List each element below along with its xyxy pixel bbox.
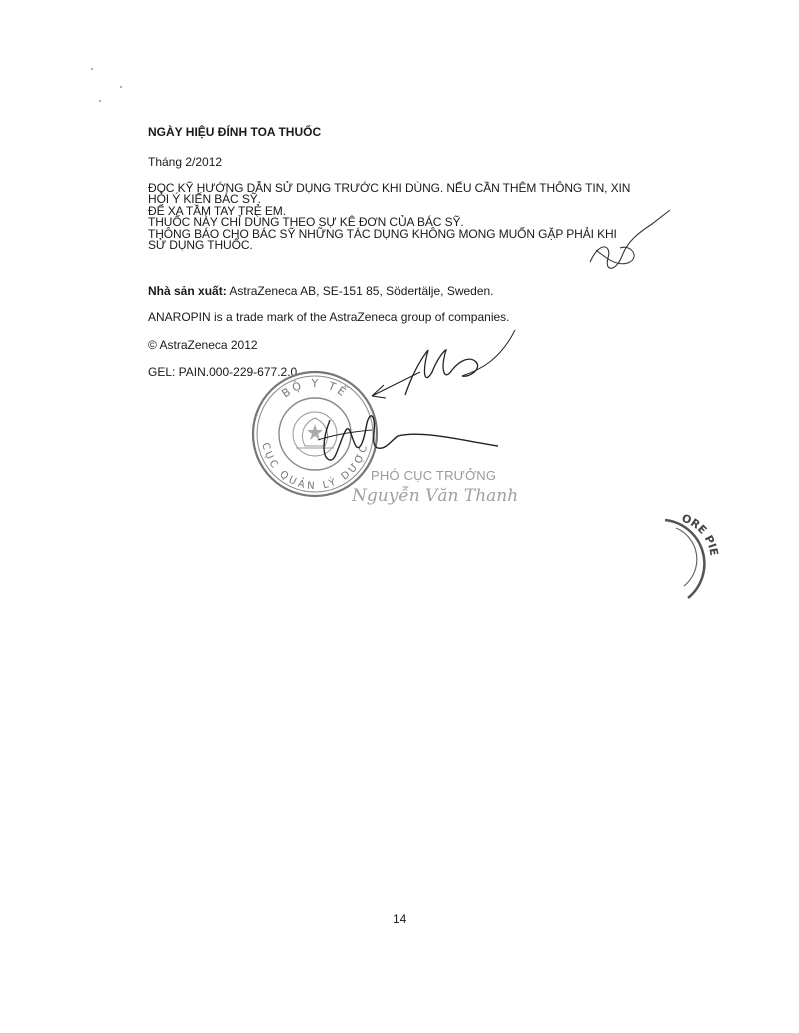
deputy-director-title: PHÓ CỤC TRƯỞNG [371,468,497,483]
approval-signature [462,330,515,376]
document-title: NGÀY HIỆU ĐÍNH TOA THUỐC [148,125,322,139]
trademark-notice: ANAROPIN is a trade mark of the AstraZeneca group of companies. [148,310,510,324]
signature-arrow [372,372,420,398]
warning-line: HỎI Ý KIẾN BÁC SỸ. [148,192,261,207]
official-seal [253,372,377,496]
page-number: 14 [393,912,407,926]
deputy-director-name: Nguyễn Văn Thanh [352,486,519,506]
warning-line: SỬ DỤNG THUỐC. [148,238,253,253]
corner-stamp-text: ORE PIE [679,511,721,557]
manufacturer-label: Nhà sản xuất: [148,284,227,298]
initial-scribble [590,210,670,268]
gel-code: GEL: PAIN.000-229-677.2.0 [148,365,298,379]
revision-date: Tháng 2/2012 [148,155,223,169]
seal-bottom-text: CỤC QUẢN LÝ DƯỢC [259,441,371,493]
copyright-notice: © AstraZeneca 2012 [148,338,258,352]
warning-line: THUỐC NÀY CHỈ DÙNG THEO SỰ KÊ ĐƠN CỦA BÁC SỸ. [148,215,464,230]
warning-line: THÔNG BÁO CHO BÁC SỸ NHỮNG TÁC DỤNG KHÔNG MONG MUỐN GẶP PHẢI KHI [148,226,617,241]
initial-scribble [596,247,634,264]
warning-line: ĐỂ XA TẦM TAY TRẺ EM. [148,203,286,218]
approval-signature [405,350,478,395]
corner-stamp [665,512,721,598]
warning-line: ĐỌC KỸ HƯỚNG DẪN SỬ DỤNG TRƯỚC KHI DÙNG. NẾU CẦN THÊM THÔNG TIN, XIN [148,181,631,195]
manufacturer-value: AstraZeneca AB, SE-151 85, Södertälje, Sweden. [226,284,494,298]
seal-top-text: BỘ Y TẾ [279,376,351,401]
